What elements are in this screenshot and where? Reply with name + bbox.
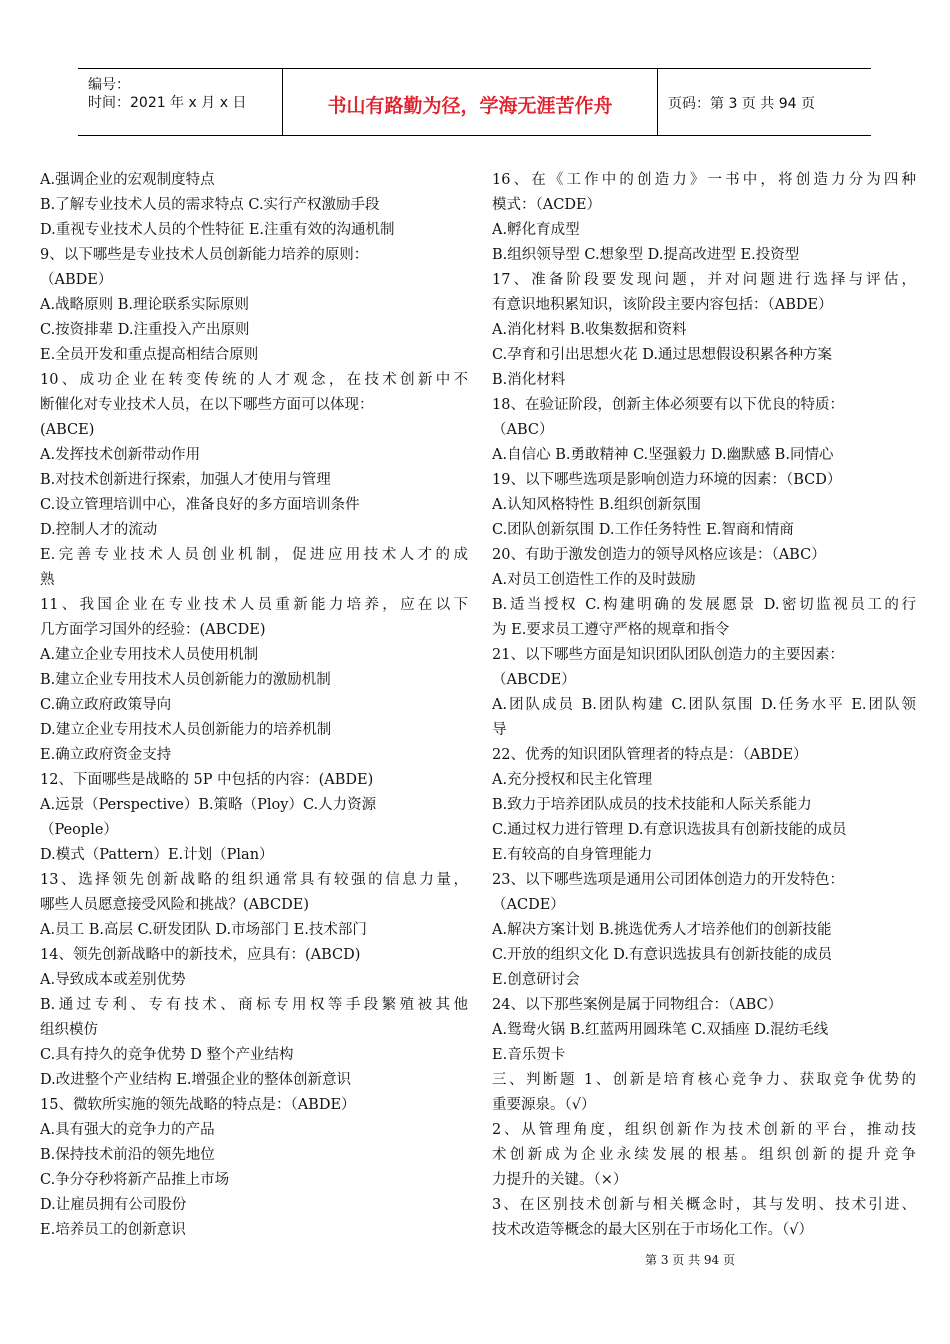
text-line: 16、在《工作中的创造力》一书中，将创造力分为四种 <box>492 172 916 188</box>
text-line: C.争分夺秒将新产品推上市场 <box>40 1172 230 1188</box>
text-line: 17、准备阶段要发现问题，并对问题进行选择与评估， <box>492 272 916 288</box>
page-header <box>78 68 871 136</box>
text-line: 12、下面哪些是战略的 5P 中包括的内容：(ABDE) <box>40 772 374 788</box>
text-line: B.适当授权 C.构建明确的发展愿景 D.密切监视员工的行 <box>492 597 916 613</box>
text-line: C.按资排辈 D.注重投入产出原则 <box>40 322 250 338</box>
text-line: 组织模仿 <box>40 1022 98 1038</box>
text-line: B.了解专业技术人员的需求特点 C.实行产权激励手段 <box>40 197 380 213</box>
text-line: （ACDE） <box>492 897 565 913</box>
text-line: 力提升的关键。（×） <box>492 1172 628 1188</box>
text-line: 24、以下那些案例是属于同物组合：（ABC） <box>492 997 783 1013</box>
text-line: A.自信心 B.勇敢精神 C.坚强毅力 D.幽默感 B.同情心 <box>492 447 834 463</box>
header-motto: 书山有路勤为径，学海无涯苦作舟 <box>327 95 613 117</box>
text-line: A.孵化育成型 <box>492 222 580 238</box>
text-line: （ABCDE） <box>492 672 576 688</box>
text-line: A.充分授权和民主化管理 <box>492 772 653 788</box>
text-line: 14、领先创新战略中的新技术，应具有：(ABCD) <box>40 947 361 963</box>
text-line: 9、以下哪些是专业技术人员创新能力培养的原则： <box>40 247 369 263</box>
footer-page-number: 第 3 页 共 94 页 <box>645 1253 735 1267</box>
text-line: 模式：（ACDE） <box>492 197 602 213</box>
text-line: B.致力于培养团队成员的技术技能和人际关系能力 <box>492 797 812 813</box>
text-line: （People） <box>40 822 118 838</box>
text-line: A.战略原则 B.理论联系实际原则 <box>40 297 249 313</box>
text-line: B.建立企业专用技术人员创新能力的激励机制 <box>40 672 331 688</box>
left-column <box>40 168 468 1243</box>
text-line: B.组织领导型 C.想象型 D.提高改进型 E.投资型 <box>492 247 800 263</box>
text-line: A.解决方案计划 B.挑选优秀人才培养他们的创新技能 <box>492 922 832 938</box>
text-line: A.远景（Perspective）B.策略（Ploy）C.人力资源 <box>40 797 377 813</box>
text-line: 15、微软所实施的领先战略的特点是：（ABDE） <box>40 1097 356 1113</box>
text-line: E.确立政府资金支持 <box>40 747 172 763</box>
text-line: A.团队成员 B.团队构建 C.团队氛围 D.任务水平 E.团队领 <box>492 697 916 713</box>
text-line: 有意识地积累知识，该阶段主要内容包括：（ABDE） <box>492 297 833 313</box>
text-line: A.对员工创造性工作的及时鼓励 <box>492 572 696 588</box>
text-line: A.建立企业专用技术人员使用机制 <box>40 647 259 663</box>
text-line: E.培养员工的创新意识 <box>40 1222 186 1238</box>
text-line: A.发挥技术创新带动作用 <box>40 447 201 463</box>
text-line: C.孕育和引出思想火花 D.通过思想假设积累各种方案 <box>492 347 833 363</box>
text-line: A.员工 B.高层 C.研发团队 D.市场部门 E.技术部门 <box>40 922 367 938</box>
text-line: C.通过权力进行管理 D.有意识选拔具有创新技能的成员 <box>492 822 847 838</box>
text-line: （ABDE） <box>40 272 113 288</box>
text-line: 断催化对专业技术人员，在以下哪些方面可以体现： <box>40 397 374 413</box>
text-line: C.确立政府政策导向 <box>40 697 172 713</box>
text-line: 13、选择领先创新战略的组织通常具有较强的信息力量， <box>40 872 468 888</box>
text-line: 2、从管理角度，组织创新作为技术创新的平台，推动技 <box>492 1122 916 1138</box>
text-line: E.音乐贺卡 <box>492 1047 566 1063</box>
text-line: E.全员开发和重点提高相结合原则 <box>40 347 259 363</box>
text-line: 三、判断题 1、创新是培育核心竞争力、获取竞争优势的 <box>492 1072 916 1088</box>
text-line: A.具有强大的竞争力的产品 <box>40 1122 215 1138</box>
text-line: E.有较高的自身管理能力 <box>492 847 653 863</box>
text-line: D.模式（Pattern）E.计划（Plan） <box>40 847 274 863</box>
text-line: A.导致成本或差别优势 <box>40 972 186 988</box>
text-line: 10、成功企业在转变传统的人才观念，在技术创新中不 <box>40 372 468 388</box>
text-line: 哪些人员愿意接受风险和挑战？(ABCDE) <box>40 897 310 913</box>
text-line: 11、我国企业在专业技术人员重新能力培养，应在以下 <box>40 597 468 613</box>
header-motto-cell <box>283 69 658 135</box>
text-line: A.消化材料 B.收集数据和资料 <box>492 322 687 338</box>
text-line: 术创新成为企业永续发展的根基。组织创新的提升竞争 <box>492 1147 916 1163</box>
text-line: 19、以下哪些选项是影响创造力环境的因素：（BCD） <box>492 472 842 488</box>
text-line: 为 E.要求员工遵守严格的规章和指令 <box>492 622 730 638</box>
text-line: 18、在验证阶段，创新主体必须要有以下优良的特质： <box>492 397 844 413</box>
text-line: D.改进整个产业结构 E.增强企业的整体创新意识 <box>40 1072 352 1088</box>
text-line: C.具有持久的竞争优势 D 整个产业结构 <box>40 1047 294 1063</box>
text-line: C.设立管理培训中心，准备良好的多方面培训条件 <box>40 497 360 513</box>
text-line: 技术改造等概念的最大区别在于市场化工作。（√） <box>492 1222 813 1238</box>
page-footer <box>0 1251 950 1268</box>
text-line: B.对技术创新进行探索，加强人才使用与管理 <box>40 472 331 488</box>
text-line: 21、以下哪些方面是知识团队团队创造力的主要因素： <box>492 647 844 663</box>
text-line: B.通过专利、专有技术、商标专用权等手段繁殖被其他 <box>40 997 468 1013</box>
text-line: E.完善专业技术人员创业机制，促进应用技术人才的成 <box>40 547 468 563</box>
text-line: A.认知风格特性 B.组织创新氛围 <box>492 497 701 513</box>
text-line: 22、优秀的知识团队管理者的特点是：（ABDE） <box>492 747 808 763</box>
text-line: C.团队创新氛围 D.工作任务特性 E.智商和情商 <box>492 522 794 538</box>
header-date-label: 时间：2021 年 x 月 x 日 <box>88 95 247 111</box>
header-page-info: 页码：第 3 页 共 94 页 <box>668 96 815 112</box>
text-line: 重要源泉。（√） <box>492 1097 596 1113</box>
text-line: (ABCE) <box>40 422 95 438</box>
header-meta-cell <box>78 69 283 135</box>
text-line: D.让雇员拥有公司股份 <box>40 1197 187 1213</box>
text-line: E.创意研讨会 <box>492 972 580 988</box>
text-line: 3、在区别技术创新与相关概念时，其与发明、技术引进、 <box>492 1197 916 1213</box>
text-line: C.开放的组织文化 D.有意识选拔具有创新技能的成员 <box>492 947 833 963</box>
text-line: 熟 <box>40 572 55 588</box>
text-line: 23、以下哪些选项是通用公司团体创造力的开发特色： <box>492 872 844 888</box>
text-line: B.保持技术前沿的领先地位 <box>40 1147 215 1163</box>
text-line: A.强调企业的宏观制度特点 <box>40 172 215 188</box>
header-page-cell <box>658 69 871 135</box>
header-number-label: 编号： <box>88 77 130 93</box>
text-line: A.鸳鸯火锅 B.红蓝两用圆珠笔 C.双插座 D.混纺毛线 <box>492 1022 829 1038</box>
text-line: （ABC） <box>492 422 554 438</box>
text-line: D.建立企业专用技术人员创新能力的培养机制 <box>40 722 332 738</box>
text-line: B.消化材料 <box>492 372 566 388</box>
text-line: D.控制人才的流动 <box>40 522 158 538</box>
text-line: 20、有助于激发创造力的领导风格应该是：（ABC） <box>492 547 826 563</box>
text-line: D.重视专业技术人员的个性特征 E.注重有效的沟通机制 <box>40 222 395 238</box>
text-line: 几方面学习国外的经验：(ABCDE) <box>40 622 266 638</box>
right-column <box>492 168 916 1243</box>
text-line: 导 <box>492 722 507 738</box>
